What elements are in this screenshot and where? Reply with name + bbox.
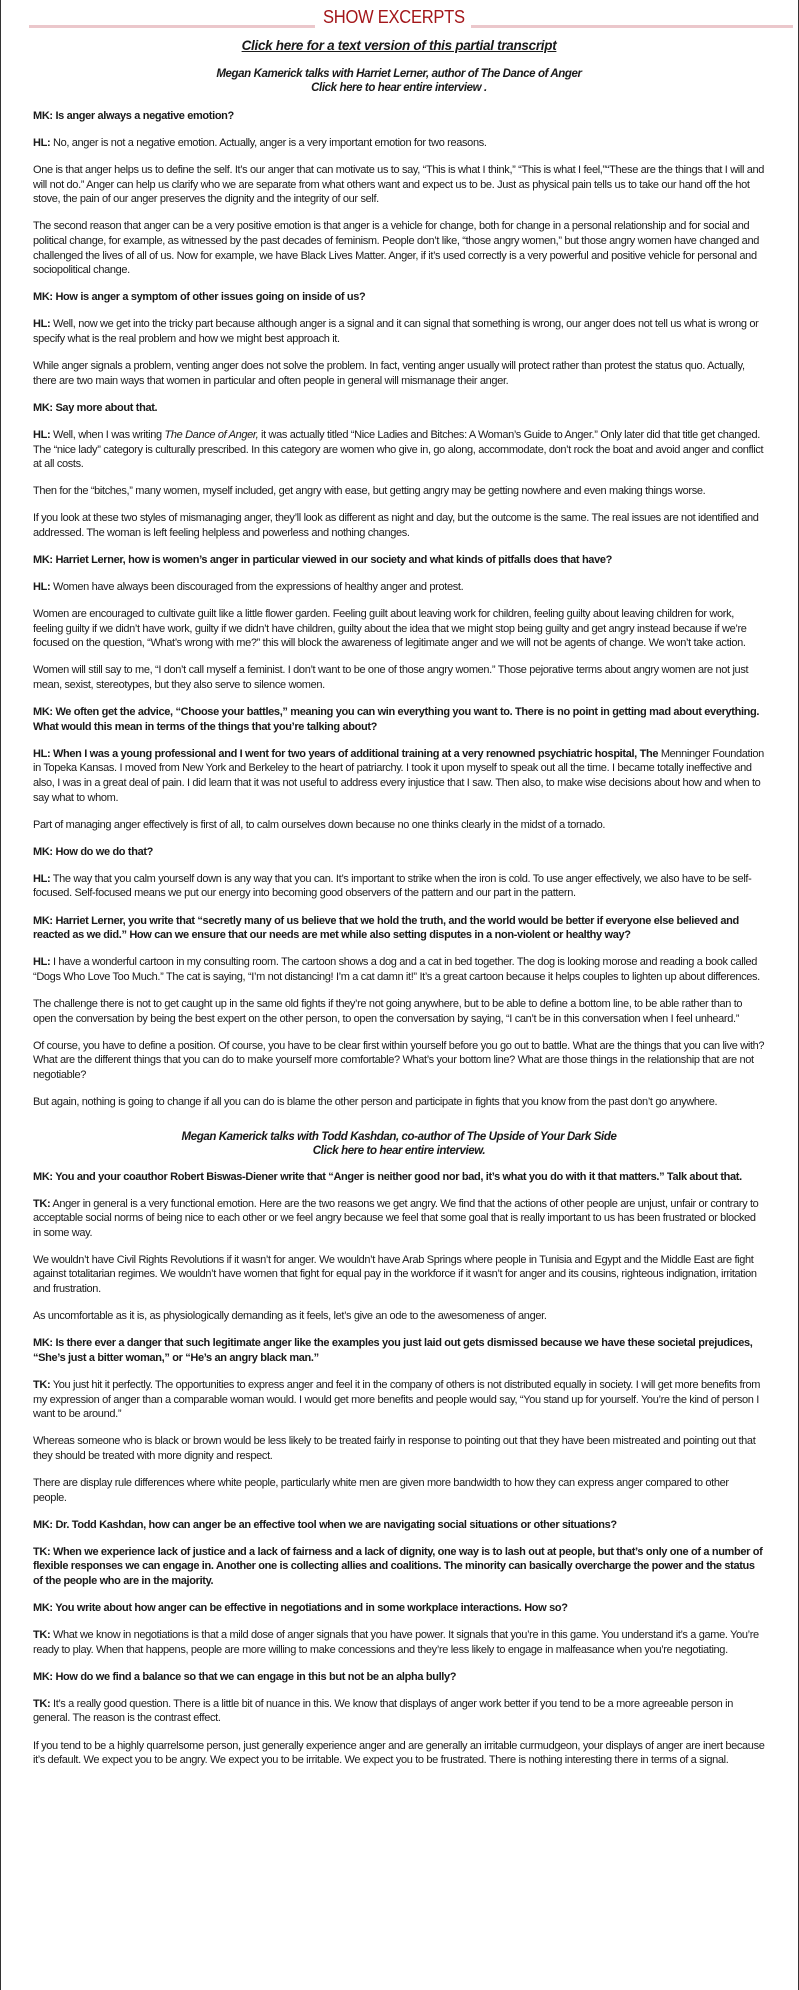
question-paragraph	[33, 845, 765, 860]
paragraph-text: Women will still say to me, “I don’t call myself a feminist. I don’t want to be one of those angry women.” Those pejorative terms about angry women are not just mean, sexist, stereotypes, but they also serve to silence women.	[33, 664, 749, 692]
speaker-label: HL:	[33, 747, 51, 760]
paragraph-text: Is there ever a danger that such legitimate anger like the examples you just laid out gets dismissed because we have these societal prejudices, “She’s just a bitter woman,” or “He’s an angry black man.”	[33, 1337, 753, 1364]
question-paragraph	[33, 705, 765, 734]
paragraph-text: Is anger always a negative emotion?	[52, 110, 234, 122]
speaker-label: MK:	[33, 914, 53, 927]
answer-paragraph	[33, 818, 765, 833]
answer-paragraph	[33, 663, 765, 692]
answer-paragraph	[33, 955, 765, 984]
answer-paragraph	[33, 607, 765, 651]
speaker-label: HL:	[33, 428, 51, 441]
question-paragraph	[33, 290, 765, 305]
paragraph-text: Well, when I was writing	[50, 428, 165, 441]
answer-paragraph	[33, 1628, 765, 1657]
paragraph-text: Then for the “bitches,” many women, myself included, get angry with ease, but getting angry may be getting nowhere and even making things worse.	[33, 485, 706, 498]
speaker-label: MK:	[33, 291, 53, 304]
answer-paragraph	[33, 484, 765, 499]
interview-intro	[33, 1130, 765, 1158]
answer-paragraph	[33, 1253, 765, 1297]
speaker-label: TK:	[33, 1629, 51, 1642]
paragraph-text: The way that you calm yourself down is any way that you can. It’s important to strike when the iron is cold. To use anger effectively, we also have to be self-focused. Self-focused means we put our energy into becoming good observers of the pattern and our part in the pattern.	[33, 872, 752, 900]
question-paragraph	[33, 914, 765, 943]
speaker-label: MK:	[33, 1170, 53, 1183]
interview-transcript	[33, 1170, 765, 1768]
listen-link[interactable]: Click here to hear entire interview .	[311, 82, 487, 94]
paragraph-text: How do we find a balance so that we can engage in this but not be an alpha bully?	[52, 1670, 457, 1683]
paragraph-text: Anger in general is a very functional emotion. Here are the two reasons we get angry. We find that the actions of other people are unjust, unfair or contrary to acceptable social norms of being nice to each other or we feel angry because we feel that some goal that is really important to us has been frustrated or blocked in some way.	[33, 1197, 759, 1239]
paragraph-text: Of course, you have to define a position. Of course, you have to be clear first within yourself before you go out to battle. What are the things that you can live with? What are the different things that you can do to make yourself more comfortable? What’s your bottom line? What are those things in the relationship that are not negotiable?	[33, 1039, 765, 1081]
speaker-label: HL:	[33, 872, 51, 885]
section-title: SHOW EXCERPTS	[323, 7, 465, 27]
header-rule-right	[471, 25, 793, 28]
speaker-label: MK:	[33, 553, 53, 566]
answer-paragraph	[33, 163, 765, 207]
book-title: The Dance of Anger,	[164, 428, 259, 441]
paragraph-text: The second reason that anger can be a very positive emotion is that anger is a vehicle for change, both for change in a personal relationship and for social and political change, for example, as witnessed by the past decades of feminism. People don’t like, “those angry women,” but those angry women have changed and challenged the lives of all of us. Now for example, we have Black Lives Matter. Anger, if it’s used correctly is a very powerful and positive vehicle for personal and sociopolitical change.	[33, 220, 759, 277]
answer-paragraph	[33, 580, 765, 595]
question-paragraph	[33, 109, 765, 124]
interview-intro	[33, 67, 765, 95]
question-paragraph	[33, 1518, 765, 1533]
answer-paragraph	[33, 359, 765, 388]
answer-paragraph	[33, 997, 765, 1026]
answer-paragraph	[33, 872, 765, 901]
paragraph-text-bold: When I was a young professional and I went for two years of additional training at a very renowned psychiatric hospital, The	[50, 747, 659, 760]
question-paragraph	[33, 1170, 765, 1185]
answer-paragraph	[33, 136, 765, 151]
section-header	[33, 6, 765, 34]
paragraph-text: If you look at these two styles of mismanaging anger, they’ll look as different as night and day, but the outcome is the same. The real issues are not identified and addressed. The woman is left feeling helpless and powerless and nothing changes.	[33, 512, 759, 539]
paragraph-text: The challenge there is not to get caught up in the same old fights if they’re not going anywhere, but to be able to define a bottom line, to be able rather than to open the conversation by being the best expert on the other person, to open the conversation by saying, “I can’t be in this conversation when I feel unheard.”	[33, 997, 743, 1025]
answer-paragraph	[33, 1434, 765, 1463]
paragraph-text: Women are encouraged to cultivate guilt like a little flower garden. Feeling guilt about leaving work for children, feeling guilty about leaving children for work, feeling guilty if we didn’t have work, guilty if we didn’t have children, guilty about the idea that we might stop being guilty and get angry instead because if we’re focused on the question, “What’s wrong with me?” this will block the awareness of legitimate anger and we will not be agents of change. We won’t take action.	[33, 608, 747, 650]
speaker-label: MK:	[33, 845, 53, 858]
speaker-label: HL:	[33, 137, 51, 150]
paragraph-text: Whereas someone who is black or brown would be less likely to be treated fairly in response to pointing out that they have been mistreated and pointing out that they should be treated with more dignity and respect.	[33, 1435, 756, 1462]
speaker-label: MK:	[33, 1518, 53, 1531]
answer-paragraph	[33, 511, 765, 540]
speaker-label: MK:	[33, 401, 53, 414]
question-paragraph	[33, 1601, 765, 1616]
paragraph-text: Part of managing anger effectively is first of all, to calm ourselves down because no one thinks clearly in the midst of a tornado.	[33, 818, 606, 831]
paragraph-text: Harriet Lerner, how is women’s anger in particular viewed in our society and what kinds of pitfalls does that have?	[52, 553, 612, 566]
paragraph-text: Say more about that.	[52, 401, 158, 414]
interview-intro-title: Megan Kamerick talks with Harriet Lerner, author of The Dance of Anger	[216, 68, 582, 80]
answer-paragraph	[33, 1378, 765, 1422]
paragraph-text: There are display rule differences where white people, particularly white men are given more bandwidth to how they can express anger compared to other people.	[33, 1476, 729, 1504]
paragraph-text: How is anger a symptom of other issues going on inside of us?	[52, 291, 366, 304]
answer-paragraph	[33, 1039, 765, 1083]
speaker-label: HL:	[33, 581, 51, 594]
answer-paragraph	[33, 1309, 765, 1324]
answer-paragraph	[33, 1197, 765, 1241]
paragraph-text: Women have always been discouraged from the expressions of healthy anger and protest.	[50, 581, 464, 594]
question-paragraph	[33, 553, 765, 568]
answer-paragraph	[33, 219, 765, 277]
paragraph-text: Dr. Todd Kashdan, how can anger be an effective tool when we are navigating social situations or other situations?	[52, 1518, 617, 1531]
paragraph-text: One is that anger helps us to define the self. It’s our anger that can motivate us to say, “This is what I think,” “This is what I feel,”“These are the things that I will and will not do.” Anger can help us clarify who we are separate from what others want and expect us to be. Just as physical pain tells us to take our hand off the hot stove, the pain of our anger preserves the dignity and the integrity of our self.	[33, 164, 765, 206]
excerpts-content	[33, 0, 765, 1780]
question-paragraph	[33, 1336, 765, 1365]
paragraph-text: If you tend to be a highly quarrelsome person, just generally experience anger and are generally an irritable curmudgeon, your displays of anger are inert because it’s default. We expect you to be angry. We expect you to be irritable. We expect you to be frustrated. There is nothing interesting there in terms of a signal.	[33, 1739, 765, 1767]
answer-paragraph	[33, 1476, 765, 1505]
answer-paragraph	[33, 1739, 765, 1768]
paragraph-text: I have a wonderful cartoon in my consulting room. The cartoon shows a dog and a cat in bed together. The dog is looking morose and reading a book called “Dogs Who Love Too Much.” The cat is saying, “I’m not distancing! I’m a cat damn it!” It’s a great cartoon because it helps couples to lighten up about differences.	[33, 956, 760, 983]
answer-paragraph	[33, 1095, 765, 1110]
paragraph-text: You write about how anger can be effective in negotiations and in some workplace interactions. How so?	[52, 1601, 568, 1614]
speaker-label: HL:	[33, 956, 51, 969]
transcript-link[interactable]: Click here for a text version of this partial transcript	[241, 38, 557, 53]
answer-paragraph	[33, 747, 765, 805]
speaker-label: TK:	[33, 1197, 51, 1210]
speaker-label: MK:	[33, 1337, 53, 1350]
answer-paragraph	[33, 317, 765, 346]
paragraph-text: We often get the advice, “Choose your battles,” meaning you can win everything you want to. There is no point in getting mad about everything. What would this mean in terms of the things that you’re talking about?	[33, 706, 760, 733]
speaker-label: MK:	[33, 1601, 53, 1614]
answer-paragraph	[33, 1697, 765, 1726]
question-paragraph	[33, 1670, 765, 1685]
paragraph-text: But again, nothing is going to change if all you can do is blame the other person and participate in fights that you know from the past don’t go anywhere.	[33, 1095, 718, 1108]
paragraph-text: Harriet Lerner, you write that “secretly many of us believe that we hold the truth, and the world would be better if everyone else believed and reacted as we did.” How can we ensure that our needs are met while also setting disputes in a non-violent or healthy way?	[33, 914, 739, 942]
answer-paragraph	[33, 428, 765, 472]
speaker-label: TK:	[33, 1697, 51, 1710]
paragraph-text: You just hit it perfectly. The opportunities to express anger and feel it in the company of others is not distributed equally in society. I will get more benefits from my expression of anger than a comparable woman would. I would get more benefits and people would say, “You stand up for yourself. You’re the kind of person I want to be around.”	[33, 1378, 761, 1421]
speaker-label: MK:	[33, 1670, 53, 1683]
paragraph-text: Well, now we get into the tricky part because although anger is a signal and it can signal that something is wrong, our anger does not tell us what is wrong or specify what is the real problem and how we might best approach it.	[33, 318, 759, 346]
interview-transcript	[33, 109, 765, 1110]
paragraph-text: No, anger is not a negative emotion. Actually, anger is a very important emotion for two reasons.	[50, 137, 487, 150]
paragraph-text: Menninger Foundation in Topeka Kansas. I moved from New York and Berkeley to the heart of patriarchy. I took it upon myself to speak out all the time. I became totally ineffective and also, I was in a great deal of pain. I did learn that it was not useful to address every injustice that I saw. Then also, to make wise decisions about how and when to say what to whom.	[33, 747, 764, 804]
paragraph-text: How do we do that?	[52, 845, 154, 858]
paragraph-text: While anger signals a problem, venting anger does not solve the problem. In fact, venting anger usually will protect rather than protest the status quo. Actually, there are two main ways that women in particular and often people in general will mismanage their anger.	[33, 360, 745, 387]
paragraph-text: It’s a really good question. There is a little bit of nuance in this. We know that displays of anger work better if you tend to be a more agreeable person in general. The reason is the contrast effect.	[33, 1697, 734, 1725]
paragraph-text: When we experience lack of justice and a lack of fairness and a lack of dignity, one way is to lash out at people, but that’s only one of a number of flexible responses we can engage in. Another one is collecting allies and coalitions. The minority can basically overcharge the power and the status of the people who are in the majority.	[33, 1545, 763, 1587]
question-paragraph	[33, 1545, 765, 1589]
paragraph-text: You and your coauthor Robert Biswas-Diener write that “Anger is neither good nor bad, it’s what you do with it that matters.” Talk about that.	[52, 1170, 742, 1183]
speaker-label: TK:	[33, 1545, 51, 1558]
speaker-label: HL:	[33, 318, 51, 331]
paragraph-text: What we know in negotiations is that a mild dose of anger signals that you have power. It signals that you’re in this game. You understand it’s a game. You’re ready to play. When that happens, people are more willing to make concessions and they’re less likely to engage in malfeasance when you’re negotiating.	[33, 1629, 759, 1656]
speaker-label: MK:	[33, 110, 53, 122]
question-paragraph	[33, 401, 765, 416]
listen-link[interactable]: Click here to hear entire interview.	[312, 1144, 486, 1157]
speaker-label: TK:	[33, 1378, 51, 1391]
interview-intro-title: Megan Kamerick talks with Todd Kashdan, co-author of The Upside of Your Dark Side	[181, 1130, 617, 1143]
paragraph-text: it was actually titled “Nice Ladies and Bitches: A Woman’s Guide to Anger.” Only later did that title get changed. The “nice lady” category is culturally prescribed. In this category are women who give in, go along, accommodate, don’t rock the boat and avoid anger and conflict at all costs.	[33, 428, 764, 471]
header-rule-left	[29, 25, 315, 28]
speaker-label: MK:	[33, 706, 53, 719]
paragraph-text: We wouldn’t have Civil Rights Revolutions if it wasn’t for anger. We wouldn’t have Arab Springs where people in Tunisia and Egypt and the Middle East are fight against totalitarian regimes. We wouldn’t have women that fight for equal pay in the workforce if it wasn’t for anger and its cousins, righteous indignation, irritation and frustration.	[33, 1253, 757, 1296]
paragraph-text: As uncomfortable as it is, as physiologically demanding as it feels, let’s give an ode to the awesomeness of anger.	[33, 1310, 547, 1323]
